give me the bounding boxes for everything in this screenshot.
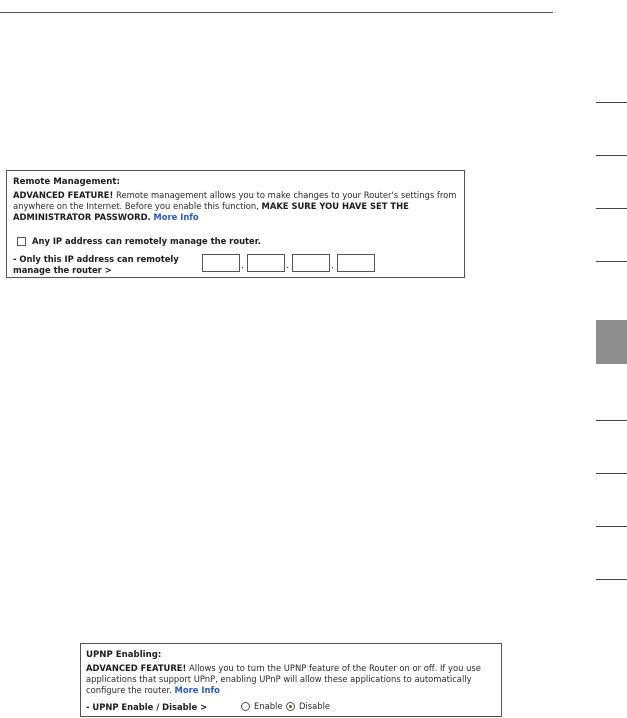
any-ip-checkbox[interactable] xyxy=(17,237,26,246)
upnp-title: UPNP Enabling: xyxy=(86,650,162,660)
remote-management-title: Remote Management: xyxy=(13,177,120,187)
password-warning: MAKE SURE YOU HAVE SET THE ADMINISTRATOR PASSWORD. xyxy=(13,201,409,222)
upnp-enable-label: Enable xyxy=(254,701,283,711)
remote-more-info-link[interactable]: More Info xyxy=(153,212,199,222)
section-rule-8 xyxy=(596,579,627,580)
upnp-disable-radio[interactable] xyxy=(286,702,295,711)
section-rule-5 xyxy=(596,420,627,421)
upnp-enable-radio[interactable] xyxy=(241,702,250,711)
section-rule-4 xyxy=(596,261,627,262)
ip-separator-1: . xyxy=(241,261,244,271)
upnp-description-text: Allows you to turn the UPNP feature of the Router on or off. If you use applications that support UPnP, enabling UPnP will allow these applications to automatically configure the router. xyxy=(86,663,481,695)
upnp-toggle-label: - UPNP Enable / Disable > xyxy=(86,702,208,712)
upnp-panel xyxy=(80,643,502,717)
section-rule-6 xyxy=(596,473,627,474)
ip-separator-3: . xyxy=(331,261,334,271)
remote-description-text: Remote management allows you to make changes to your Router's settings from anywhere on the Internet. Before you enable this function, xyxy=(13,190,457,211)
any-ip-label: Any IP address can remotely manage the router. xyxy=(32,236,261,246)
only-ip-label xyxy=(13,254,179,276)
upnp-more-info-link[interactable]: More Info xyxy=(174,685,220,695)
remote-management-description xyxy=(13,190,458,223)
ip-separator-2: . xyxy=(286,261,289,271)
top-rule xyxy=(0,12,553,13)
ip-octet-2-input[interactable] xyxy=(247,254,285,272)
only-ip-label-line1: - Only this IP address can remotely xyxy=(13,254,179,264)
ip-octet-3-input[interactable] xyxy=(292,254,330,272)
upnp-description xyxy=(86,663,496,696)
upnp-disable-option[interactable] xyxy=(286,701,330,712)
section-rule-3 xyxy=(596,208,627,209)
section-rule-2 xyxy=(596,155,627,156)
any-ip-row xyxy=(17,236,261,247)
section-rule-1 xyxy=(596,102,627,103)
only-ip-label-line2: manage the router > xyxy=(13,265,112,275)
ip-octet-4-input[interactable] xyxy=(337,254,375,272)
upnp-enable-option[interactable] xyxy=(241,701,283,712)
section-rule-7 xyxy=(596,526,627,527)
advanced-feature-label: ADVANCED FEATURE! xyxy=(13,190,114,200)
upnp-advanced-feature-label: ADVANCED FEATURE! xyxy=(86,663,187,673)
active-section-tab xyxy=(596,320,627,364)
ip-octet-1-input[interactable] xyxy=(202,254,240,272)
remote-management-panel xyxy=(6,170,465,278)
upnp-disable-label: Disable xyxy=(299,701,331,711)
